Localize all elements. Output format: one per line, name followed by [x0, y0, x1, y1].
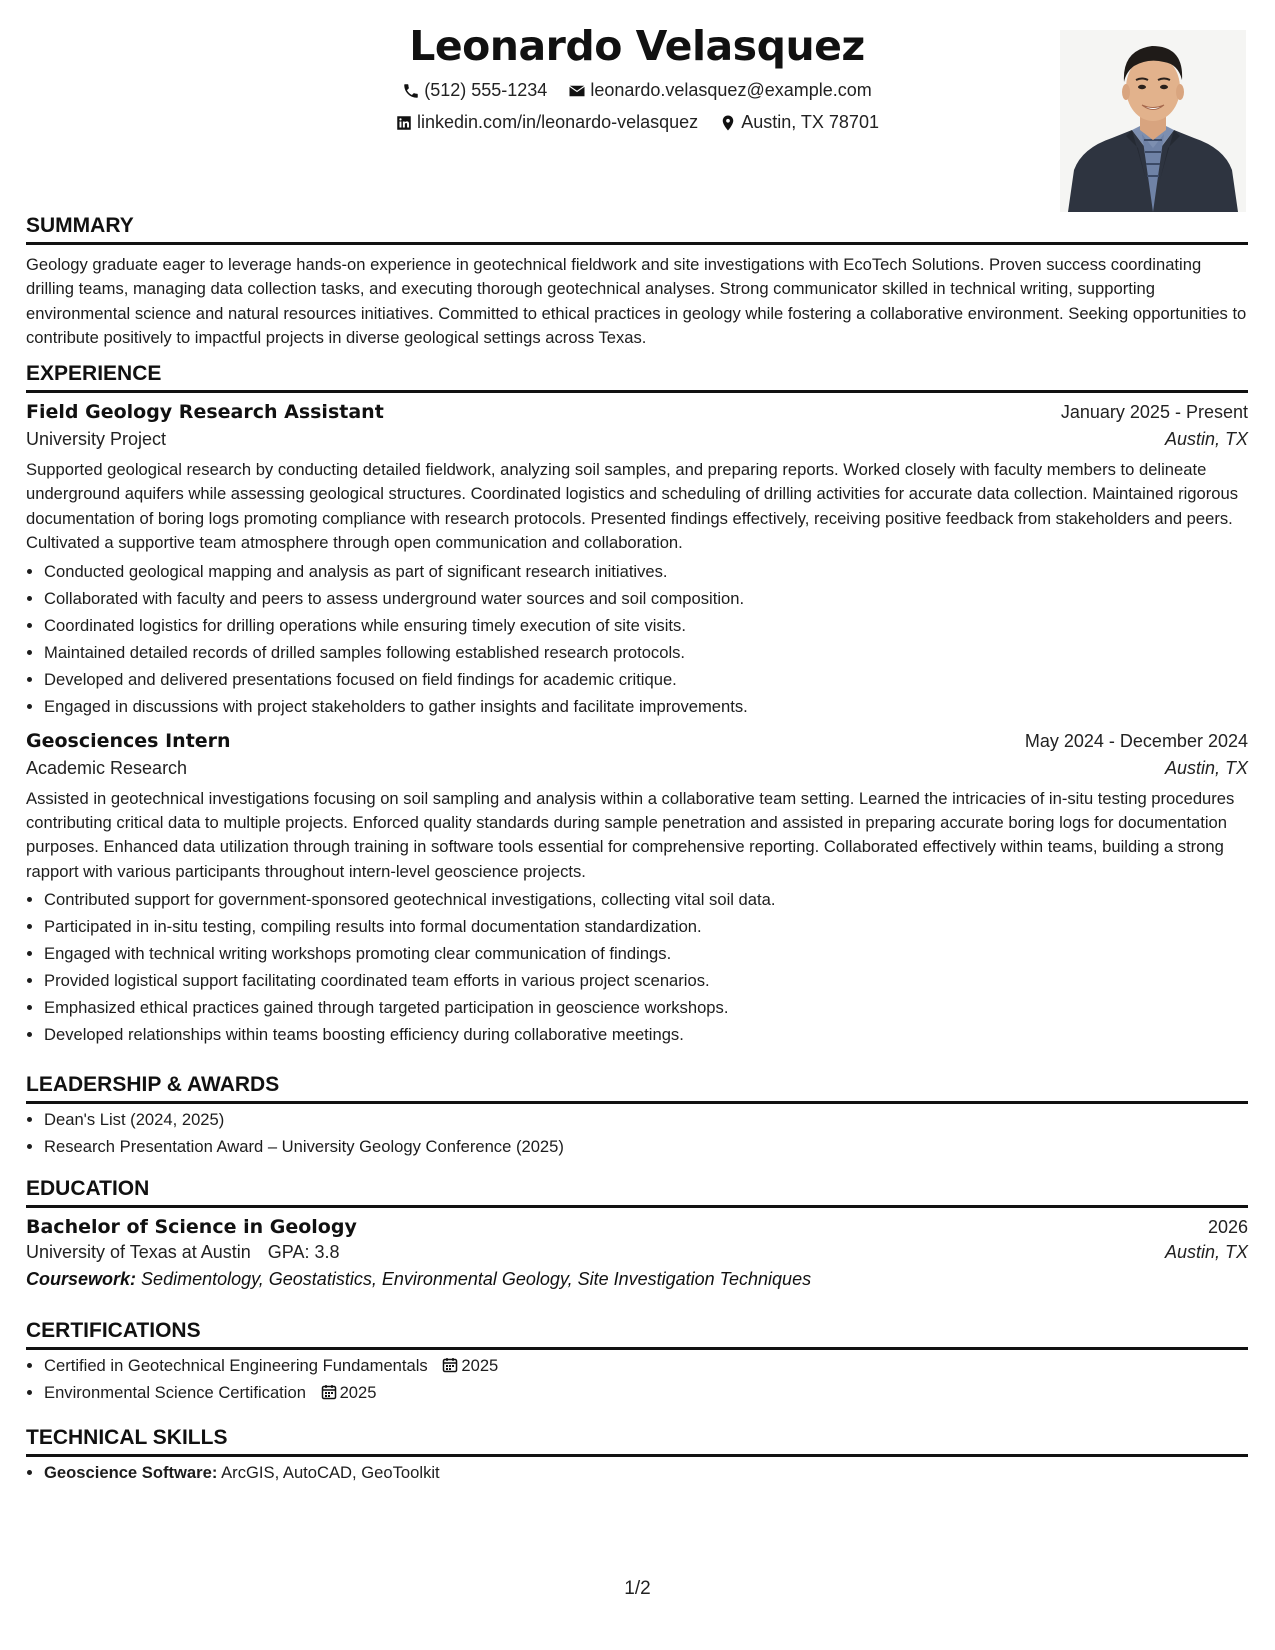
skill-values: ArcGIS, AutoCAD, GeoToolkit: [221, 1463, 440, 1482]
school-location: Austin, TX: [1164, 1242, 1248, 1262]
gpa: GPA: 3.8: [267, 1242, 340, 1262]
coursework-label: Coursework:: [26, 1269, 137, 1289]
list-item: • Maintained detailed records of drilled samples following established research protocols.: [44, 639, 1248, 666]
certifications-heading: CERTIFICATIONS: [26, 1319, 201, 1342]
list-item: [44, 1352, 1248, 1379]
graduation-year: 2026: [1207, 1217, 1248, 1237]
phone-contact: [402, 80, 547, 101]
education-divider: [26, 1205, 1248, 1208]
phone-icon: [402, 82, 420, 100]
resume-header: [26, 0, 1248, 225]
job-bullets: [26, 886, 1248, 1048]
skills-heading: TECHNICAL SKILLS: [26, 1426, 228, 1449]
job-description: Supported geological research by conducting detailed fieldwork, analyzing soil samples, and preparing reports. Worked closely with faculty members to delineate underground aquifers while assessing geological structures. Coordinated logistics and scheduling of drilling activities for accurate data collection. Maintained rigorous documentation of boring logs promoting compliance with research protocols. Presented findings effectively, receiving positive feedback from stakeholders and peers. Cultivated a supportive team atmosphere through open communication and collaboration.: [26, 460, 1239, 553]
list-item: • Conducted geological mapping and analysis as part of significant research initiatives.: [44, 558, 1248, 585]
skills-section: [26, 1426, 1248, 1486]
job-organization: Academic Research: [26, 757, 188, 778]
job-location: Austin, TX: [1164, 757, 1248, 778]
list-item: • Emphasized ethical practices gained through targeted participation in geoscience workshops.: [44, 994, 1248, 1021]
list-item: • Engaged with technical writing workshops promoting clear communication of findings.: [44, 940, 1248, 967]
experience-section: [26, 362, 1248, 1048]
certification-year: 2025: [339, 1383, 377, 1402]
summary-section: [26, 214, 1248, 351]
envelope-icon: [568, 82, 586, 100]
list-item: • Developed relationships within teams boosting efficiency during collaborative meetings.: [44, 1021, 1248, 1048]
candidate-name: Leonardo Velasquez: [409, 22, 865, 70]
job-entry: [26, 730, 1248, 1049]
job-description: Assisted in geotechnical investigations focusing on soil sampling and analysis within a collaborative team setting. Learned the intricacies of in-situ testing procedures contributing critical data to multiple projects. Enforced quality standards during sample penetration and assisted in preparing accurate boring logs for documentation purposes. Enhanced data utilization through training in software tools essential for comprehensive reporting. Collaborated effectively within teams, building a strong rapport with various participants throughout intern-level geoscience projects.: [26, 788, 1235, 881]
list-item: • Engaged in discussions with project stakeholders to gather insights and facilitate improvements.: [44, 693, 1248, 720]
summary-text: Geology graduate eager to leverage hands-on experience in geotechnical fieldwork and site investigations with EcoTech Solutions. Proven success coordinating drilling teams, managing data collection tasks, and executing thorough geotechnical analyses. Strong communicator skilled in technical writing, supporting environmental science and natural resources initiatives. Committed to ethical practices in geology while fostering a collaborative environment. Seeking opportunities to contribute positively to impactful projects in diverse geological settings across Texas.: [26, 255, 1247, 348]
certifications-divider: [26, 1347, 1248, 1350]
calendar-icon: [442, 1357, 458, 1373]
experience-heading: EXPERIENCE: [26, 362, 162, 385]
list-item: • Developed and delivered presentations focused on field findings for academic critique.: [44, 666, 1248, 693]
job-entry: [26, 401, 1248, 720]
education-heading: EDUCATION: [26, 1177, 150, 1200]
linkedin-text[interactable]: linkedin.com/in/leonardo-velasquez: [417, 112, 699, 132]
list-item: • Provided logistical support facilitating coordinated team efforts in various project scenarios.: [44, 967, 1248, 994]
list-item: • Participated in in-situ testing, compiling results into formal documentation standardization.: [44, 913, 1248, 940]
list-item: • Contributed support for government-sponsored geotechnical investigations, collecting vital soil data.: [44, 886, 1248, 913]
leadership-divider: [26, 1101, 1248, 1104]
leadership-heading: LEADERSHIP & AWARDS: [26, 1073, 280, 1096]
school-name: University of Texas at Austin: [26, 1242, 251, 1262]
job-title: Field Geology Research Assistant: [26, 401, 384, 423]
map-pin-icon: [719, 114, 737, 132]
degree-title: Bachelor of Science in Geology: [26, 1216, 357, 1238]
certification-name: Environmental Science Certification: [44, 1383, 306, 1402]
list-item: • Research Presentation Award – University Geology Conference (2025): [44, 1133, 1248, 1160]
certifications-list: [26, 1352, 1248, 1406]
leadership-section: [26, 1073, 1248, 1160]
email-contact[interactable]: [568, 80, 871, 101]
certification-year: 2025: [461, 1356, 499, 1375]
leadership-list: [26, 1106, 1248, 1160]
summary-heading: SUMMARY: [26, 214, 134, 237]
location-text: Austin, TX 78701: [741, 112, 879, 132]
linkedin-contact[interactable]: [395, 112, 698, 133]
list-item: • Collaborated with faculty and peers to assess underground water sources and soil composition.: [44, 585, 1248, 612]
certifications-section: [26, 1319, 1248, 1406]
certification-name: Certified in Geotechnical Engineering Fundamentals: [44, 1356, 428, 1375]
location-contact: [719, 112, 879, 133]
list-item: [44, 1459, 1248, 1486]
resume-page: [26, 0, 1248, 1482]
job-title: Geosciences Intern: [26, 729, 231, 752]
phone-text: (512) 555-1234: [424, 80, 548, 100]
coursework: [26, 1269, 1248, 1290]
email-text[interactable]: leonardo.velasquez@example.com: [590, 80, 872, 100]
education-section: [26, 1177, 1248, 1290]
coursework-list: Sedimentology, Geostatistics, Environmental Geology, Site Investigation Techniques: [141, 1269, 812, 1289]
linkedin-icon: [395, 114, 413, 132]
calendar-icon: [321, 1384, 337, 1400]
profile-photo: [1060, 30, 1246, 212]
job-dates: May 2024 - December 2024: [1024, 730, 1248, 751]
job-bullets: [26, 558, 1248, 720]
page-number: 1/2: [624, 1578, 651, 1599]
job-location: Austin, TX: [1164, 429, 1248, 449]
list-item: [44, 1379, 1248, 1406]
summary-divider: [26, 242, 1248, 245]
list-item: • Coordinated logistics for drilling operations while ensuring timely execution of site visits.: [44, 612, 1248, 639]
skills-list: [26, 1459, 1248, 1486]
skill-category: Geoscience Software:: [44, 1463, 218, 1482]
profile-photo-illustration: [1060, 30, 1246, 212]
list-item: • Dean's List (2024, 2025): [44, 1106, 1248, 1133]
job-dates: January 2025 - Present: [1060, 402, 1248, 422]
skills-divider: [26, 1454, 1248, 1457]
experience-divider: [26, 390, 1248, 393]
job-organization: University Project: [26, 429, 167, 449]
